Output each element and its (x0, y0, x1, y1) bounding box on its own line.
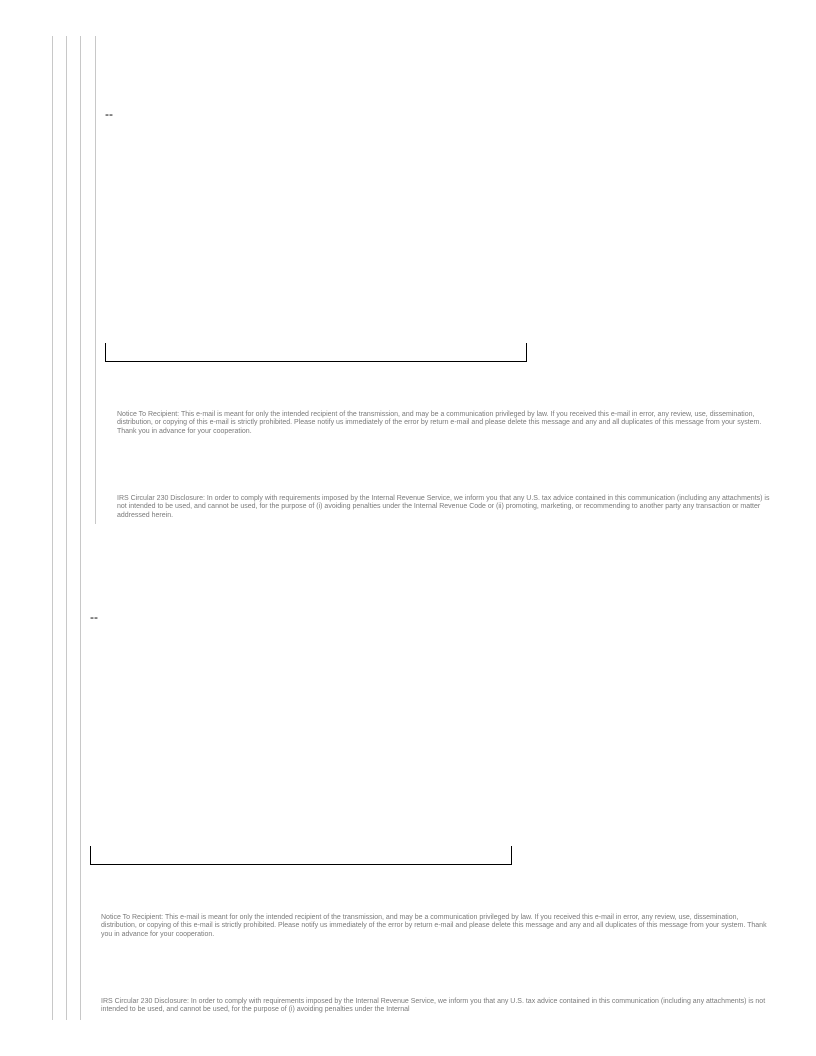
signature-box (90, 846, 512, 865)
quote-bar-4 (95, 36, 96, 524)
signature-separator: -- (90, 610, 98, 624)
quote-bar-2 (66, 36, 67, 1020)
quote-bar-3 (80, 36, 81, 1020)
irs-disclosure: IRS Circular 230 Disclosure: In order to comply with requirements imposed by the Internal Revenue Service, we inform you that any U.S. tax advice contained in this communication (including any attachments) is not intended to be used, and cannot be used, for the purpose of (i) avoiding penalties under the Internal (101, 998, 766, 1014)
recipient-notice: Notice To Recipient: This e-mail is meant for only the intended recipient of the transmission, and may be a communication privileged by law. If you received this e-mail in error, any review, use, dissemination, distribution, or copying of this e-mail is strictly prohibited. Please notify us immediately of the error by return e-mail and please delete this message and any and all duplicates of this message from your system. Thank you in advance for your cooperation. (117, 411, 762, 435)
irs-disclosure: IRS Circular 230 Disclosure: In order to comply with requirements imposed by the Internal Revenue Service, we inform you that any U.S. tax advice contained in this communication (including any attachments) is not intended to be used, and cannot be used, for the purpose of (i) avoiding penalties under the Internal Revenue Code or (ii) promoting, marketing, or recommending to another party any transaction or matter addressed herein. (117, 495, 770, 519)
signature-box (105, 343, 527, 362)
recipient-notice: Notice To Recipient: This e-mail is meant for only the intended recipient of the transmission, and may be a communication privileged by law. If you received this e-mail in error, any review, use, dissemination, distribution, or copying of this e-mail is strictly prohibited. Please notify us immediately of the error by return e-mail and please delete this message and any and all duplicates of this message from your system. Thank you in advance for your cooperation. (101, 914, 767, 938)
signature-separator: -- (105, 107, 113, 121)
quote-bar-1 (52, 36, 53, 1020)
